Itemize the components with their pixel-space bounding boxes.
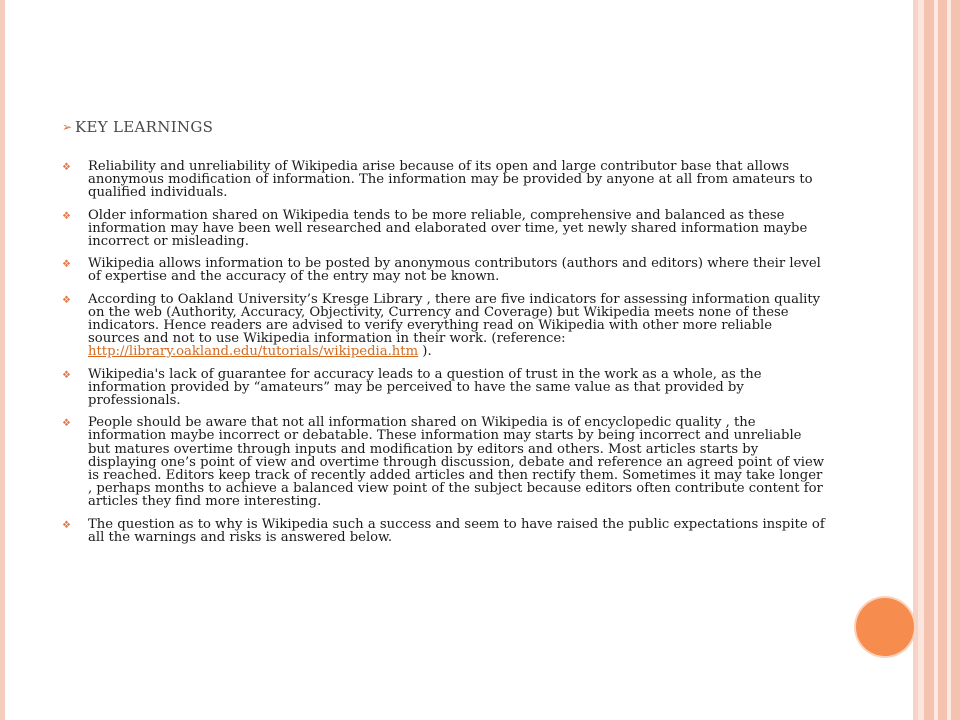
diamond-bullet-icon: ❖ xyxy=(62,162,71,173)
bullet-text-before-link: According to Oakland University’s Kresge Library , there are five indicators for assessing information quality on the web (Authority, Accuracy, Objectivity, Currency and Coverage) but Wikipedia meets none of these indicators. Hence readers are advised to verify everything read on Wikipedia with other more reliable sources and not to use Wikipedia information in their work. (reference: xyxy=(88,291,821,347)
list-item xyxy=(62,416,827,508)
diamond-bullet-icon: ❖ xyxy=(62,418,71,430)
bullet-text: Older information shared on Wikipedia tends to be more reliable, comprehensive and balanced as these information may have been well researched and elaborated over time, yet newly shared information maybe incorrect or misleading. xyxy=(88,207,808,250)
list-item xyxy=(62,160,827,200)
right-decorative-stripes xyxy=(913,0,960,720)
heading-text: KEY LEARNINGS xyxy=(75,118,214,136)
list-item xyxy=(62,209,827,249)
diamond-bullet-icon: ❖ xyxy=(62,259,71,271)
list-item xyxy=(62,257,827,283)
bullet-text: Wikipedia allows information to be posted by anonymous contributors (authors and editors) where their level of expertise and the accuracy of the entry may not be known. xyxy=(88,256,821,285)
bullet-text: The question as to why is Wikipedia such a success and seem to have raised the public expectations inspite of all the warnings and risks is answered below. xyxy=(88,516,825,545)
diamond-bullet-icon: ❖ xyxy=(62,369,71,381)
diamond-bullet-icon: ❖ xyxy=(62,519,71,531)
arrow-bullet-icon: ➢ xyxy=(62,120,73,134)
slide-content xyxy=(62,118,827,553)
slide-heading xyxy=(62,118,827,136)
diamond-bullet-icon: ❖ xyxy=(62,210,71,222)
bullet-text-after-link: ). xyxy=(418,344,432,360)
list-item xyxy=(62,293,827,359)
stripe xyxy=(938,0,947,720)
stripe xyxy=(924,0,934,720)
diamond-bullet-icon: ❖ xyxy=(62,294,71,306)
reference-link[interactable]: http://library.oakland.edu/tutorials/wikipedia.htm xyxy=(88,344,419,360)
stripe xyxy=(951,0,960,720)
bullet-list xyxy=(62,160,827,544)
list-item xyxy=(62,368,827,408)
bullet-text: Reliability and unreliability of Wikipedia arise because of its open and large contributor base that allows anonymous modification of information. The information may be provided by anyone at all from amateurs to qualified individuals. xyxy=(88,159,813,201)
list-item xyxy=(62,518,827,544)
left-border-stripe xyxy=(0,0,5,720)
decorative-orange-circle xyxy=(856,598,914,656)
bullet-text: People should be aware that not all information shared on Wikipedia is of encyclopedic quality , the information maybe incorrect or debatable. These information may starts by being incorrect and unreliable but matures overtime through inputs and modification by editors and others. Most articles starts by displaying one’s point of view and overtime through discussion, debate and reference an agreed point of view is reached. Editors keep track of recently added articles and then rectify them. Sometimes it may take longer , perhaps months to achieve a balanced view point of the subject because editors often contribute content for articles they find more interesting. xyxy=(88,415,825,510)
bullet-text: Wikipedia's lack of guarantee for accuracy leads to a question of trust in the work as a whole, as the information provided by “amateurs” may be perceived to have the same value as that provided by professionals. xyxy=(88,366,762,409)
bullet-text xyxy=(88,293,827,359)
